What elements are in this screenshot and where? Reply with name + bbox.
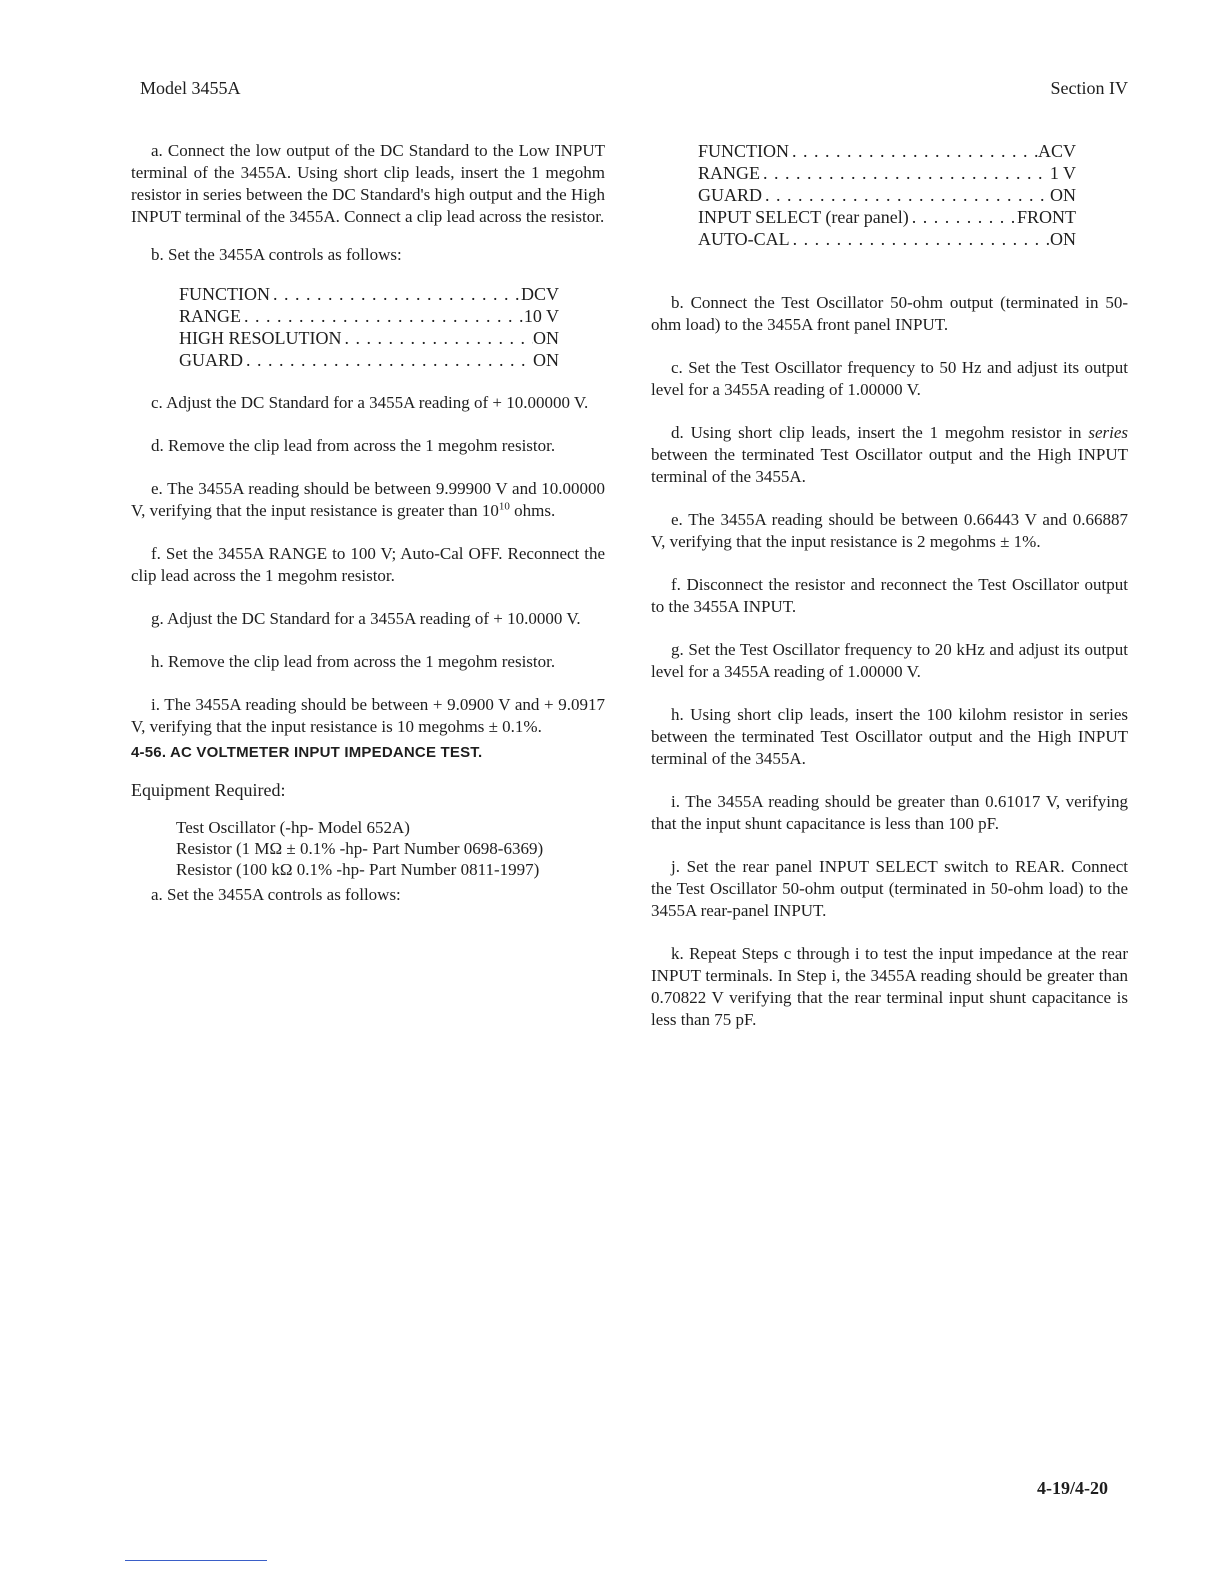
right-step-k: k. Repeat Steps c through i to test the input impedance at the rear INPUT terminals. In Step i, the 3455A reading should be greater than 0.70822 V verifying that the rear terminal input shunt capacitance is less than 75 pF.	[651, 944, 1128, 1029]
leader-dots	[909, 206, 1017, 228]
setting-name: FUNCTION	[698, 141, 790, 161]
leader-dots	[243, 349, 533, 371]
leader-dots	[790, 228, 1050, 250]
setting-name: GUARD	[698, 185, 763, 205]
setting-value: ON	[1050, 185, 1076, 205]
footnote-rule	[125, 1560, 267, 1561]
setting-value: ON	[1050, 229, 1076, 249]
header-section: Section IV	[1050, 78, 1128, 98]
right-setting-row	[698, 228, 1076, 250]
right-step-h: h. Using short clip leads, insert the 100 kilohm resistor in series between the terminated Test Oscillator output and the High INPUT terminal of the 3455A.	[651, 705, 1128, 768]
leader-dots	[270, 283, 521, 305]
equipment-title: Equipment Required:	[131, 780, 286, 800]
right-step-f: f. Disconnect the resistor and reconnect the Test Oscillator output to the 3455A INPUT.	[651, 575, 1128, 616]
setting-name: HIGH RESOLUTION	[179, 328, 342, 348]
left-step-d: d. Remove the clip lead from across the 1 megohm resistor.	[151, 436, 556, 455]
leader-dots	[789, 140, 1038, 162]
equipment-item: Resistor (1 MΩ ± 0.1% -hp- Part Number 0698-6369)	[176, 839, 544, 858]
left-step-f: f. Set the 3455A RANGE to 100 V; Auto-Cal OFF. Reconnect the clip lead across the 1 megohm resistor.	[131, 544, 605, 585]
leader-dots	[762, 184, 1050, 206]
header-model: Model 3455A	[140, 78, 241, 98]
setting-value: FRONT	[1016, 207, 1076, 227]
equipment-list	[176, 817, 605, 880]
left-setting-row	[179, 305, 559, 327]
section-heading: 4-56. AC VOLTMETER INPUT IMPEDANCE TEST.	[131, 744, 483, 761]
setting-name: INPUT SELECT (rear panel)	[698, 207, 909, 227]
left-step-c: c. Adjust the DC Standard for a 3455A reading of + 10.00000 V.	[151, 393, 589, 412]
exponent: 10	[498, 500, 510, 513]
left-step-i: i. The 3455A reading should be between + 9.0900 V and + 9.0917 V, verifying that the input resistance is 10 megohms ± 0.1%.	[131, 695, 605, 736]
left-setting-row	[179, 349, 559, 371]
left-step-e	[131, 478, 605, 522]
left-step-h: h. Remove the clip lead from across the 1 megohm resistor.	[151, 652, 556, 671]
right-step-d	[651, 422, 1128, 488]
right-setting-row	[698, 206, 1076, 228]
right-column	[651, 140, 1128, 1031]
left-step-a2: a. Set the 3455A controls as follows:	[151, 885, 401, 904]
leader-dots	[760, 162, 1050, 184]
right-step-i: i. The 3455A reading should be greater than 0.61017 V, verifying that the input shunt capacitance is less than 100 pF.	[651, 792, 1128, 833]
step-d-emphasis: series	[1088, 423, 1128, 442]
step-e-tail: ohms.	[509, 501, 556, 520]
step-d-text: d. Using short clip leads, insert the 1 megohm resistor in	[671, 423, 1089, 442]
setting-name: GUARD	[179, 350, 244, 370]
left-step-b: b. Set the 3455A controls as follows:	[151, 245, 402, 264]
right-setting-row	[698, 162, 1076, 184]
left-step-g: g. Adjust the DC Standard for a 3455A reading of + 10.0000 V.	[151, 609, 581, 628]
setting-name: RANGE	[698, 163, 760, 183]
left-setting-row	[179, 327, 559, 349]
setting-value: 1 V	[1049, 163, 1076, 183]
setting-name: RANGE	[179, 306, 241, 326]
setting-name: AUTO-CAL	[698, 229, 790, 249]
left-settings-list	[179, 283, 559, 371]
right-step-j: j. Set the rear panel INPUT SELECT switch to REAR. Connect the Test Oscillator 50-ohm output (terminated in 50-ohm load) to the 3455A rear-panel INPUT.	[651, 857, 1128, 920]
right-settings-list	[698, 140, 1076, 250]
left-setting-row	[179, 283, 559, 305]
setting-value: ON	[533, 328, 559, 348]
setting-value: 10 V	[523, 306, 559, 326]
setting-value: ACV	[1037, 141, 1076, 161]
left-step-a: a. Connect the low output of the DC Standard to the Low INPUT terminal of the 3455A. Using short clip leads, insert the 1 megohm resistor in series between the DC Standard's high output and the High INPUT terminal of the 3455A. Connect a clip lead across the resistor.	[131, 141, 605, 226]
right-step-b: b. Connect the Test Oscillator 50-ohm output (terminated in 50-ohm load) to the 3455A front panel INPUT.	[651, 293, 1128, 334]
setting-name: FUNCTION	[179, 284, 271, 304]
setting-value: ON	[533, 350, 559, 370]
right-step-c: c. Set the Test Oscillator frequency to 50 Hz and adjust its output level for a 3455A reading of 1.00000 V.	[651, 358, 1128, 399]
step-d-tail: between the terminated Test Oscillator output and the High INPUT terminal of the 3455A.	[651, 445, 1128, 486]
equipment-item: Resistor (100 kΩ 0.1% -hp- Part Number 0811-1997)	[176, 860, 540, 879]
right-setting-row	[698, 184, 1076, 206]
leader-dots	[341, 327, 533, 349]
step-e-text: e. The 3455A reading should be between 9.99900 V and 10.00000 V, verifying that the input resistance is greater than 10	[131, 479, 605, 520]
setting-value: DCV	[520, 284, 559, 304]
right-setting-row	[698, 140, 1076, 162]
equipment-item: Test Oscillator (-hp- Model 652A)	[176, 818, 410, 837]
right-step-e: e. The 3455A reading should be between 0.66443 V and 0.66887 V, verifying that the input resistance is 2 megohms ± 1%.	[651, 510, 1128, 551]
page-number: 4-19/4-20	[1037, 1478, 1108, 1498]
right-step-g: g. Set the Test Oscillator frequency to 20 kHz and adjust its output level for a 3455A reading of 1.00000 V.	[651, 640, 1128, 681]
left-column	[131, 140, 605, 906]
leader-dots	[241, 305, 524, 327]
